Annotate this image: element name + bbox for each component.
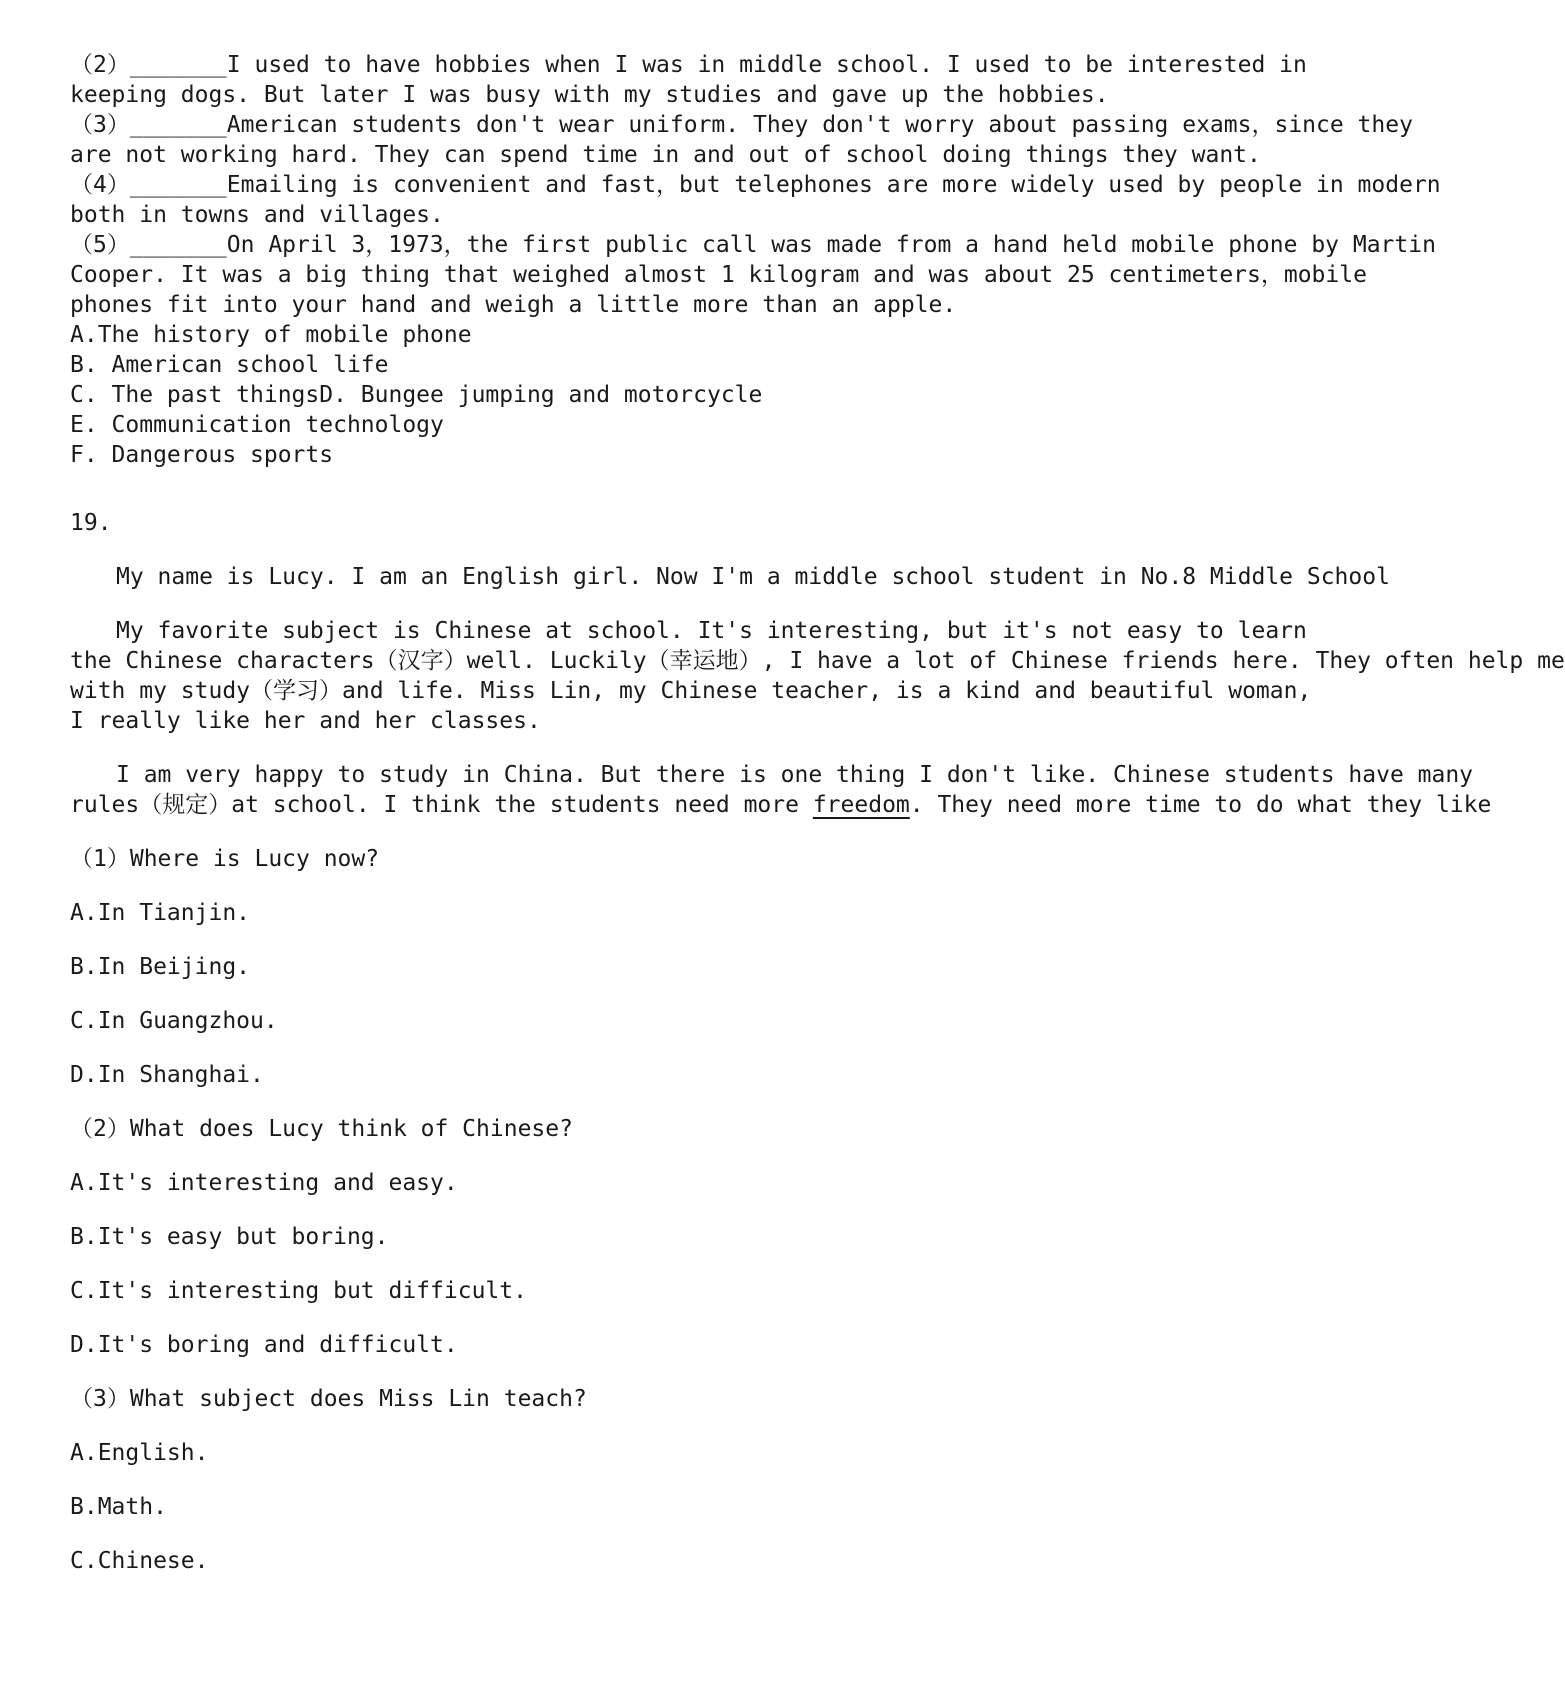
passage-paragraph-2-line-1: My favorite subject is Chinese at school. It's interesting, but it's not easy to learn: [116, 618, 1307, 644]
passage-paragraph-1: My name is Lucy. I am an English girl. Now I'm a middle school student in No.8 Middle School: [116, 564, 1390, 590]
answer-option: A.In Tianjin.: [70, 900, 251, 926]
question-stem-1: （1）Where is Lucy now?: [70, 846, 380, 872]
answer-option: C.Chinese.: [70, 1548, 209, 1574]
answer-option: B.Math.: [70, 1494, 167, 1520]
passage-text: . They need more time to do what they like: [909, 792, 1492, 818]
question-stem-2: （2）What does Lucy think of Chinese?: [70, 1116, 573, 1142]
answer-option: C.It's interesting but difficult.: [70, 1278, 527, 1304]
answer-option: B.It's easy but boring.: [70, 1224, 389, 1250]
answer-option: B.In Beijing.: [70, 954, 251, 980]
answer-option: D.It's boring and difficult.: [70, 1332, 458, 1358]
passage-paragraph-2-line-3: with my study（学习）and life. Miss Lin, my Chinese teacher, is a kind and beautiful woman,: [70, 678, 1312, 704]
item-3-line-1: （3）_______American students don't wear uniform. They don't worry about passing exams，since they: [70, 112, 1413, 138]
question-stem-3: （3）What subject does Miss Lin teach?: [70, 1386, 587, 1412]
answer-option: A.It's interesting and easy.: [70, 1170, 458, 1196]
matching-option: E. Communication technology: [70, 412, 444, 438]
passage-paragraph-2-line-4: I really like her and her classes.: [70, 708, 541, 734]
item-3-line-2: are not working hard. They can spend time in and out of school doing things they want.: [70, 142, 1261, 168]
matching-option: B. American school life: [70, 352, 389, 378]
matching-option: F. Dangerous sports: [70, 442, 334, 468]
answer-option: D.In Shanghai.: [70, 1062, 264, 1088]
underlined-word: freedom: [812, 792, 910, 818]
item-4-line-1: （4）_______Emailing is convenient and fast，but telephones are more widely used by people in modern: [70, 172, 1441, 198]
passage-paragraph-3-line-1: I am very happy to study in China. But there is one thing I don't like. Chinese students have many: [116, 762, 1474, 788]
passage-paragraph-2-line-2: the Chinese characters（汉字）well. Luckily（幸运地）, I have a lot of Chinese friends here. They often help me: [70, 648, 1565, 674]
item-2-line-1: （2）_______I used to have hobbies when I was in middle school. I used to be interested in: [70, 52, 1307, 78]
item-5-line-2: Cooper. It was a big thing that weighed almost 1 kilogram and was about 25 centimeters，mobile: [70, 262, 1367, 288]
item-5-line-3: phones fit into your hand and weigh a little more than an apple.: [70, 292, 957, 318]
matching-option: C. The past thingsD. Bungee jumping and motorcycle: [70, 382, 763, 408]
item-4-line-2: both in towns and villages.: [70, 202, 444, 228]
answer-option: C.In Guangzhou.: [70, 1008, 278, 1034]
item-2-line-2: keeping dogs. But later I was busy with my studies and gave up the hobbies.: [70, 82, 1109, 108]
item-5-line-1: （5）_______On April 3，1973，the first public call was made from a hand held mobile phone by Martin: [70, 232, 1436, 258]
answer-option: A.English.: [70, 1440, 209, 1466]
matching-option: A.The history of mobile phone: [70, 322, 472, 348]
passage-text: rules（规定）at school. I think the students need more: [70, 792, 813, 818]
passage-paragraph-3-line-2: [70, 790, 1491, 820]
question-number: 19.: [70, 510, 112, 536]
